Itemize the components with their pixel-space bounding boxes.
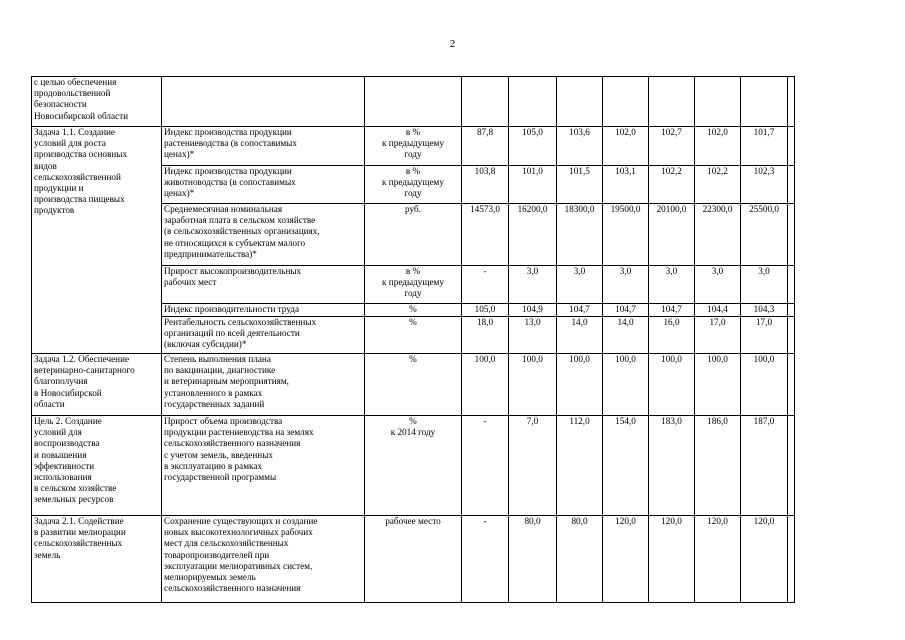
indicator-cell: Сохранение существующих и создание новых высокотехнологичных рабочих мест для сельскохозяйственных товаропроизводителей при эксплуатации мелиоративных систем, мелиорируемых земель сельскохозяйственного назначения	[162, 516, 365, 603]
unit-cell: в % к предыдущему году	[365, 266, 462, 304]
value-cell: 80,0	[509, 516, 557, 603]
indicator-cell: Индекс производства продукции растениеводства (в сопоставимых ценах)*	[162, 127, 365, 166]
value-cell: 17,0	[741, 317, 788, 354]
value-cell: 103,6	[557, 127, 603, 166]
indicator-cell: Индекс производства продукции животноводства (в сопоставимых ценах)*	[162, 166, 365, 204]
value-cell: 112,0	[557, 416, 603, 516]
goal-cell: Цель 2. Создание условий для воспроизводства и повышения эффективности использования в сельском хозяйстве земельных ресурсов	[32, 416, 162, 516]
value-cell: 19500,0	[603, 204, 649, 266]
value-cell	[649, 77, 695, 127]
value-cell: 18,0	[462, 317, 509, 354]
value-cell: 105,0	[462, 304, 509, 317]
value-cell: 17,0	[695, 317, 741, 354]
value-cell: 186,0	[695, 416, 741, 516]
table-row	[32, 416, 795, 516]
value-cell: 100,0	[695, 354, 741, 416]
value-cell: 100,0	[557, 354, 603, 416]
value-cell: -	[462, 416, 509, 516]
value-cell	[509, 77, 557, 127]
unit-cell: % к 2014 году	[365, 416, 462, 516]
table-row	[32, 354, 795, 416]
value-cell: 100,0	[509, 354, 557, 416]
value-cell: 3,0	[695, 266, 741, 304]
value-cell: 102,2	[649, 166, 695, 204]
table-row	[32, 127, 795, 166]
empty-cell	[788, 354, 795, 416]
value-cell: 101,7	[741, 127, 788, 166]
indicators-table	[31, 76, 795, 603]
value-cell: 105,0	[509, 127, 557, 166]
empty-cell	[788, 204, 795, 266]
value-cell: 3,0	[557, 266, 603, 304]
value-cell: 183,0	[649, 416, 695, 516]
value-cell: 100,0	[603, 354, 649, 416]
indicator-cell: Среднемесячная номинальная заработная плата в сельском хозяйстве (в сельскохозяйственных организациях, не относящихся к субъектам малого предпринимательства)*	[162, 204, 365, 266]
value-cell: 104,4	[695, 304, 741, 317]
unit-cell: %	[365, 304, 462, 317]
value-cell: 87,8	[462, 127, 509, 166]
value-cell: 120,0	[695, 516, 741, 603]
value-cell: -	[462, 266, 509, 304]
value-cell: 7,0	[509, 416, 557, 516]
value-cell: 102,0	[695, 127, 741, 166]
indicator-cell: Индекс производительности труда	[162, 304, 365, 317]
unit-cell: руб.	[365, 204, 462, 266]
indicator-cell: Рентабельность сельскохозяйственных организаций по всей деятельности (включая субсидии)*	[162, 317, 365, 354]
value-cell: 187,0	[741, 416, 788, 516]
value-cell: 104,7	[649, 304, 695, 317]
value-cell: 16,0	[649, 317, 695, 354]
value-cell: 14,0	[603, 317, 649, 354]
value-cell: 103,8	[462, 166, 509, 204]
value-cell: 104,3	[741, 304, 788, 317]
task-cell: Задача 1.1. Создание условий для роста производства основных видов сельскохозяйственной продукции и производства пищевых продуктов	[32, 127, 162, 354]
empty-cell	[788, 416, 795, 516]
value-cell: 154,0	[603, 416, 649, 516]
page-number: 2	[449, 38, 456, 50]
value-cell: 104,7	[557, 304, 603, 317]
table-row	[32, 516, 795, 603]
empty-cell	[788, 166, 795, 204]
value-cell: 13,0	[509, 317, 557, 354]
empty-cell	[788, 266, 795, 304]
value-cell: 120,0	[603, 516, 649, 603]
empty-cell	[788, 77, 795, 127]
goal-cell: с целью обеспечения продовольственной безопасности Новосибирской области	[32, 77, 162, 127]
value-cell: 102,0	[603, 127, 649, 166]
value-cell: 101,0	[509, 166, 557, 204]
value-cell: 103,1	[603, 166, 649, 204]
unit-cell: %	[365, 317, 462, 354]
value-cell: -	[462, 516, 509, 603]
value-cell: 3,0	[603, 266, 649, 304]
empty-cell	[788, 127, 795, 166]
unit-cell: в % к предыдущему году	[365, 127, 462, 166]
value-cell: 104,9	[509, 304, 557, 317]
empty-cell	[788, 317, 795, 354]
value-cell: 100,0	[649, 354, 695, 416]
value-cell: 25500,0	[741, 204, 788, 266]
value-cell: 102,3	[741, 166, 788, 204]
value-cell: 102,2	[695, 166, 741, 204]
value-cell: 101,5	[557, 166, 603, 204]
value-cell: 14573,0	[462, 204, 509, 266]
value-cell: 120,0	[649, 516, 695, 603]
value-cell: 100,0	[741, 354, 788, 416]
value-cell: 3,0	[509, 266, 557, 304]
value-cell: 20100,0	[649, 204, 695, 266]
value-cell	[462, 77, 509, 127]
indicator-cell: Прирост объема производства продукции растениеводства на землях сельскохозяйственного назначения с учетом земель, введенных в эксплуатацию в рамках государственной программы	[162, 416, 365, 516]
value-cell: 100,0	[462, 354, 509, 416]
value-cell: 102,7	[649, 127, 695, 166]
value-cell: 22300,0	[695, 204, 741, 266]
value-cell: 104,7	[603, 304, 649, 317]
unit-cell: %	[365, 354, 462, 416]
task-cell: Задача 1.2. Обеспечение ветеринарно-санитарного благополучия в Новосибирской области	[32, 354, 162, 416]
value-cell: 18300,0	[557, 204, 603, 266]
unit-cell: в % к предыдущему году	[365, 166, 462, 204]
indicator-cell: Степень выполнения плана по вакцинации, диагностике и ветеринарным мероприятиям, установленного в рамках государственных заданий	[162, 354, 365, 416]
value-cell	[741, 77, 788, 127]
value-cell: 16200,0	[509, 204, 557, 266]
value-cell: 14,0	[557, 317, 603, 354]
unit-cell: рабочее место	[365, 516, 462, 603]
indicator-cell	[162, 77, 365, 127]
value-cell: 3,0	[649, 266, 695, 304]
table-row	[32, 77, 795, 127]
value-cell	[603, 77, 649, 127]
value-cell	[557, 77, 603, 127]
value-cell: 120,0	[741, 516, 788, 603]
value-cell: 3,0	[741, 266, 788, 304]
task-cell: Задача 2.1. Содействие в развитии мелиорации сельскохозяйственных земель	[32, 516, 162, 603]
indicator-cell: Прирост высокопроизводительных рабочих мест	[162, 266, 365, 304]
value-cell: 80,0	[557, 516, 603, 603]
value-cell	[695, 77, 741, 127]
empty-cell	[788, 304, 795, 317]
unit-cell	[365, 77, 462, 127]
empty-cell	[788, 516, 795, 603]
